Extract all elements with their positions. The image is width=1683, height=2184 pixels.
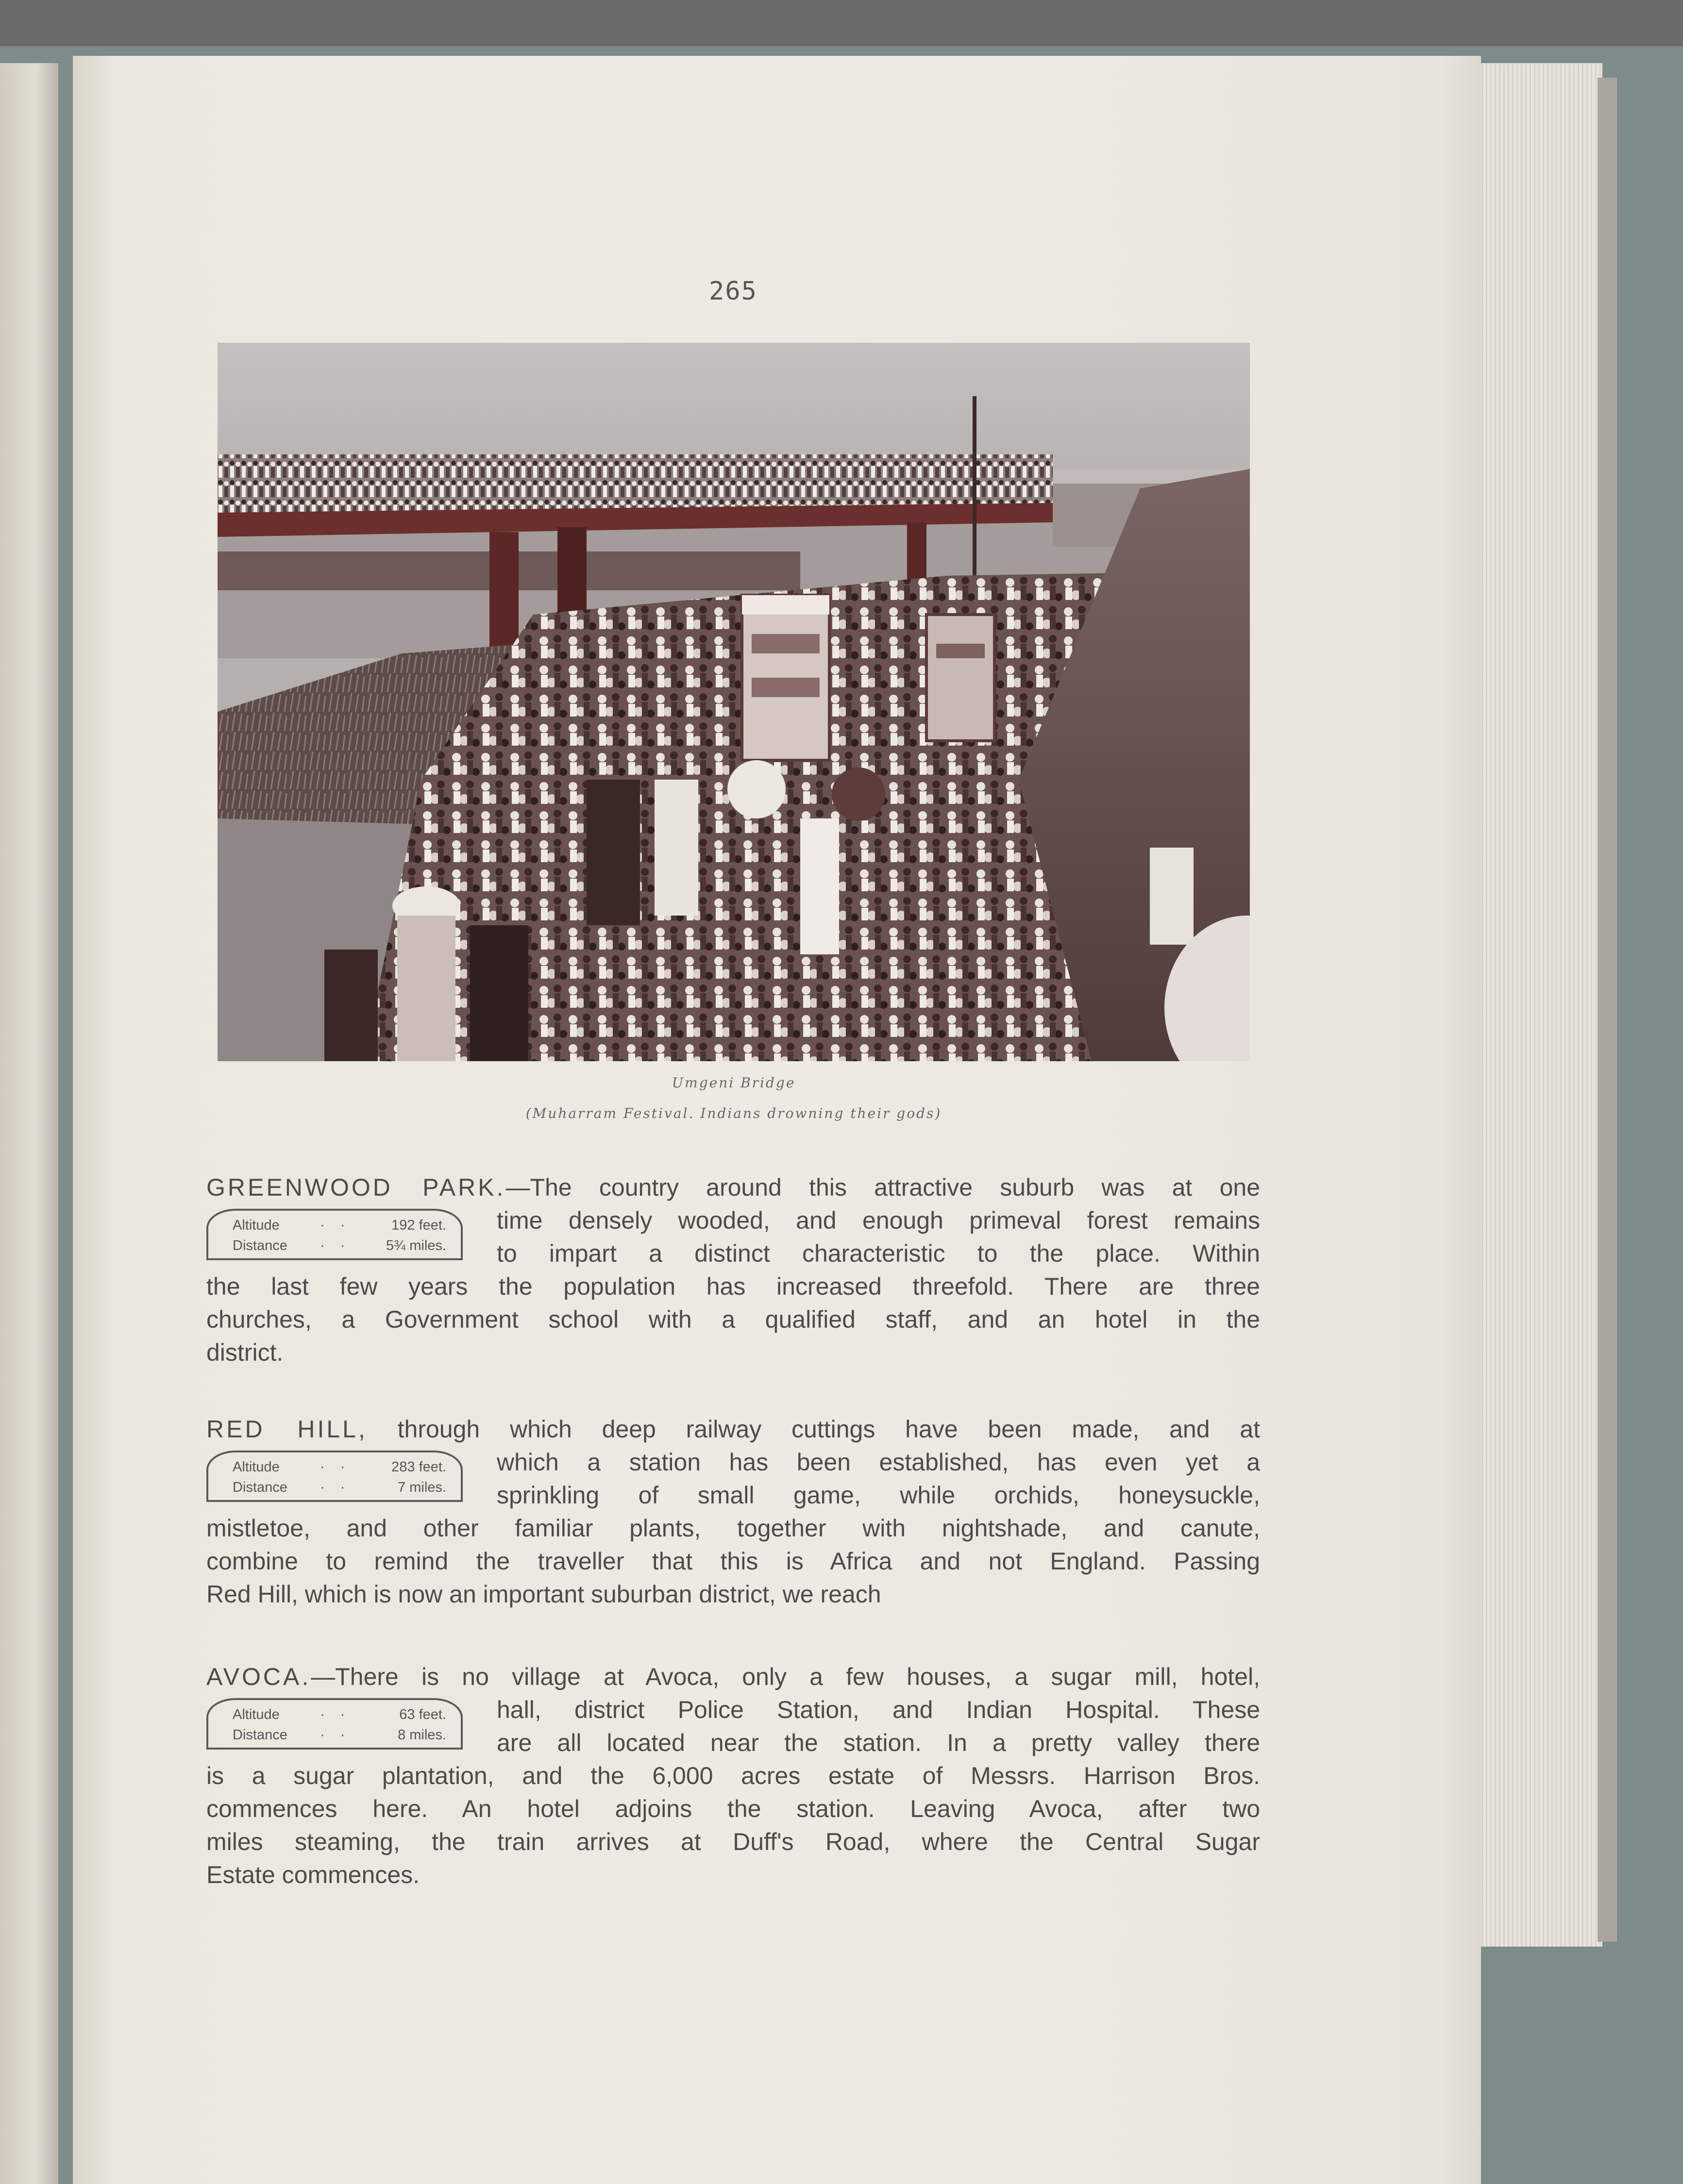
- altitude-value: 192 feet.: [391, 1217, 446, 1233]
- leader-dots: · ·: [320, 1727, 351, 1743]
- text-run: —There is no village at Avoca, only a few houses, a sugar mill, hotel,: [311, 1663, 1260, 1690]
- section-heading: GREENWOOD PARK.: [206, 1174, 506, 1201]
- text-line: [206, 1171, 1260, 1204]
- distance-label: Distance: [233, 1727, 287, 1743]
- altitude-label: Altitude: [233, 1707, 280, 1722]
- umgeni-bridge-photo: [218, 343, 1250, 1061]
- text-line: district.: [206, 1339, 284, 1366]
- left-page-edge: [0, 63, 58, 2184]
- text-run: —The country around this attractive suburb was at one: [505, 1174, 1260, 1201]
- section-greenwood-park: [206, 1171, 1260, 1369]
- text-line: Red Hill, which is now an important suburban district, we reach: [206, 1581, 881, 1608]
- text-line: commences here. An hotel adjoins the station. Leaving Avoca, after two: [206, 1795, 1260, 1822]
- leader-dots: · ·: [320, 1707, 351, 1722]
- distance-label: Distance: [233, 1238, 287, 1253]
- altitude-distance-box: [206, 1450, 463, 1502]
- section-heading: RED HILL,: [206, 1416, 368, 1443]
- altitude-distance-box: [206, 1209, 463, 1260]
- text-line: to impart a distinct characteristic to the place. Within: [497, 1240, 1260, 1267]
- text-line: is a sugar plantation, and the 6,000 acres estate of Messrs. Harrison Bros.: [206, 1762, 1260, 1789]
- text-line: mistletoe, and other familiar plants, together with nightshade, and canute,: [206, 1515, 1260, 1542]
- text-line: hall, district Police Station, and Indian Hospital. These: [497, 1696, 1260, 1723]
- photo-caption-title: Umgeni Bridge: [672, 1075, 796, 1091]
- page-shadow: [1598, 78, 1617, 1942]
- altitude-value: 63 feet.: [399, 1707, 446, 1722]
- text-line: miles steaming, the train arrives at Duff's Road, where the Central Sugar: [206, 1828, 1260, 1855]
- distance-row: [233, 1478, 446, 1497]
- photo-caption-subtitle: (Muharram Festival. Indians drowning their gods): [525, 1105, 942, 1121]
- altitude-row: [233, 1216, 446, 1235]
- leader-dots: · ·: [320, 1459, 351, 1475]
- section-heading: AVOCA.: [206, 1663, 311, 1690]
- text-line: [206, 1660, 1260, 1693]
- distance-row: [233, 1725, 446, 1745]
- altitude-row: [233, 1457, 446, 1477]
- section-red-hill: [206, 1413, 1260, 1611]
- text-line: churches, a Government school with a qualified staff, and an hotel in the: [206, 1306, 1260, 1333]
- text-line: sprinkling of small game, while orchids, honeysuckle,: [497, 1482, 1260, 1509]
- distance-label: Distance: [233, 1480, 287, 1495]
- altitude-distance-box: [206, 1698, 463, 1750]
- leader-dots: · ·: [320, 1238, 351, 1253]
- distance-value: 8 miles.: [398, 1727, 446, 1743]
- distance-value: 5¾ miles.: [386, 1238, 446, 1253]
- text-line: the last few years the population has increased threefold. There are three: [206, 1273, 1260, 1300]
- text-line: combine to remind the traveller that this is Africa and not England. Passing: [206, 1548, 1260, 1575]
- distance-value: 7 miles.: [398, 1480, 446, 1495]
- text-line: [206, 1413, 1260, 1446]
- text-line: are all located near the station. In a pretty valley there: [497, 1729, 1260, 1756]
- page-number: 265: [709, 277, 757, 306]
- altitude-label: Altitude: [233, 1459, 280, 1475]
- leader-dots: · ·: [320, 1217, 351, 1233]
- altitude-row: [233, 1705, 446, 1724]
- altitude-label: Altitude: [233, 1217, 280, 1233]
- text-line: Estate commences.: [206, 1861, 420, 1888]
- leader-dots: · ·: [320, 1480, 351, 1495]
- text-line: time densely wooded, and enough primeval forest remains: [497, 1207, 1260, 1234]
- altitude-value: 283 feet.: [391, 1459, 446, 1475]
- text-line: which a station has been established, has even yet a: [497, 1449, 1260, 1476]
- text-run: through which deep railway cuttings have been made, and at: [367, 1416, 1260, 1443]
- distance-row: [233, 1236, 446, 1255]
- section-avoca: [206, 1660, 1260, 1891]
